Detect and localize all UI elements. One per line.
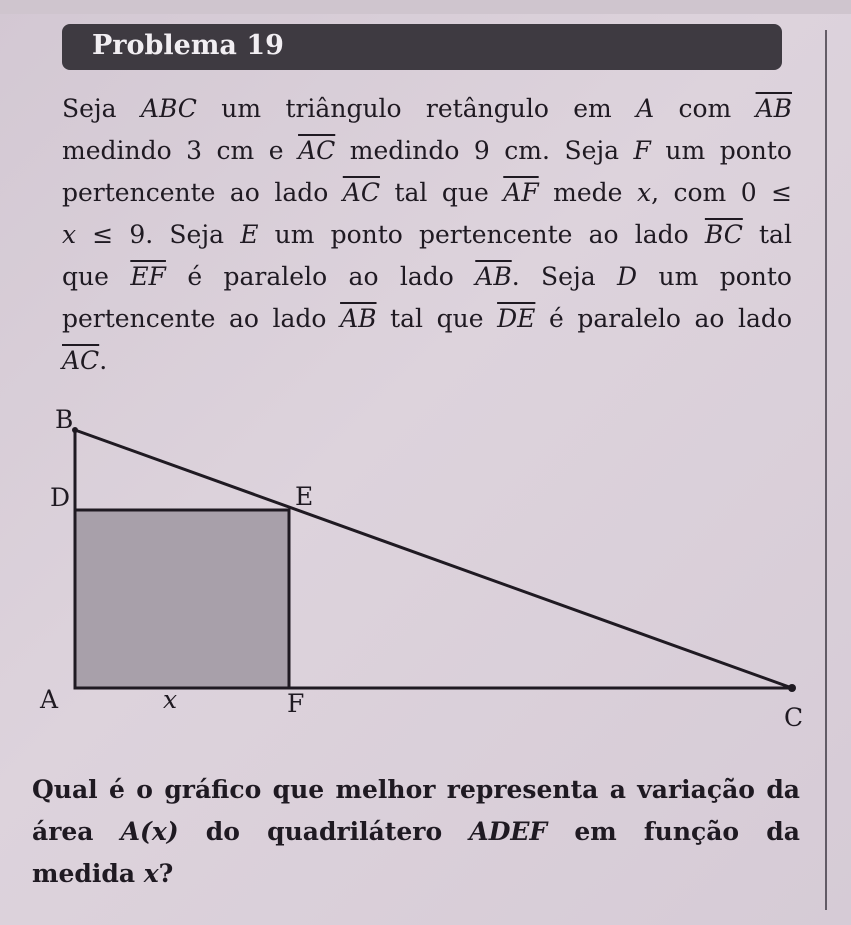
statement-line-3: pertencente ao lado $\overline{AC}$ tal que $\overline{AF}$ mede x, com 0 ≤ [62, 178, 793, 207]
label-e: E [295, 482, 314, 511]
statement-line-2: medindo 3 cm e $\overline{AC}$ medindo 9 cm. Seja F um ponto [62, 136, 792, 165]
statement-line-4: x ≤ 9. Seja E um ponto pertencente ao lado $\overline{BC}$ tal [62, 220, 792, 249]
question-line-1: Qual é o gráfico que melhor representa a variação da [32, 775, 800, 804]
statement-line-6: pertencente ao lado $\overline{AB}$ tal que $\overline{DE}$ é paralelo ao lado [62, 304, 792, 333]
label-d: D [50, 483, 71, 512]
label-f: F [287, 689, 305, 718]
problem-statement [62, 88, 792, 382]
question-line-3: medida x? [32, 859, 174, 888]
label-b: B [55, 405, 74, 434]
question-line-2: área A(x) do quadrilátero ADEF em função da [32, 817, 800, 846]
point-c [788, 684, 796, 692]
label-x: x [163, 685, 178, 714]
triangle-figure [0, 400, 851, 740]
question-text [32, 770, 800, 896]
statement-line-7: $\overline{AC}$. [62, 346, 108, 375]
statement-line-1: Seja ABC um triângulo retângulo em A com $\overline{AB}$ [62, 94, 793, 123]
label-a: A [40, 685, 59, 714]
statement-line-5: que $\overline{EF}$ é paralelo ao lado $\overline{AB}$. Seja D um ponto [62, 262, 792, 291]
top-strip [0, 0, 851, 14]
problem-title: Problema 19 [92, 30, 284, 61]
label-c: C [784, 703, 804, 732]
quadrilateral-adef [75, 510, 289, 688]
